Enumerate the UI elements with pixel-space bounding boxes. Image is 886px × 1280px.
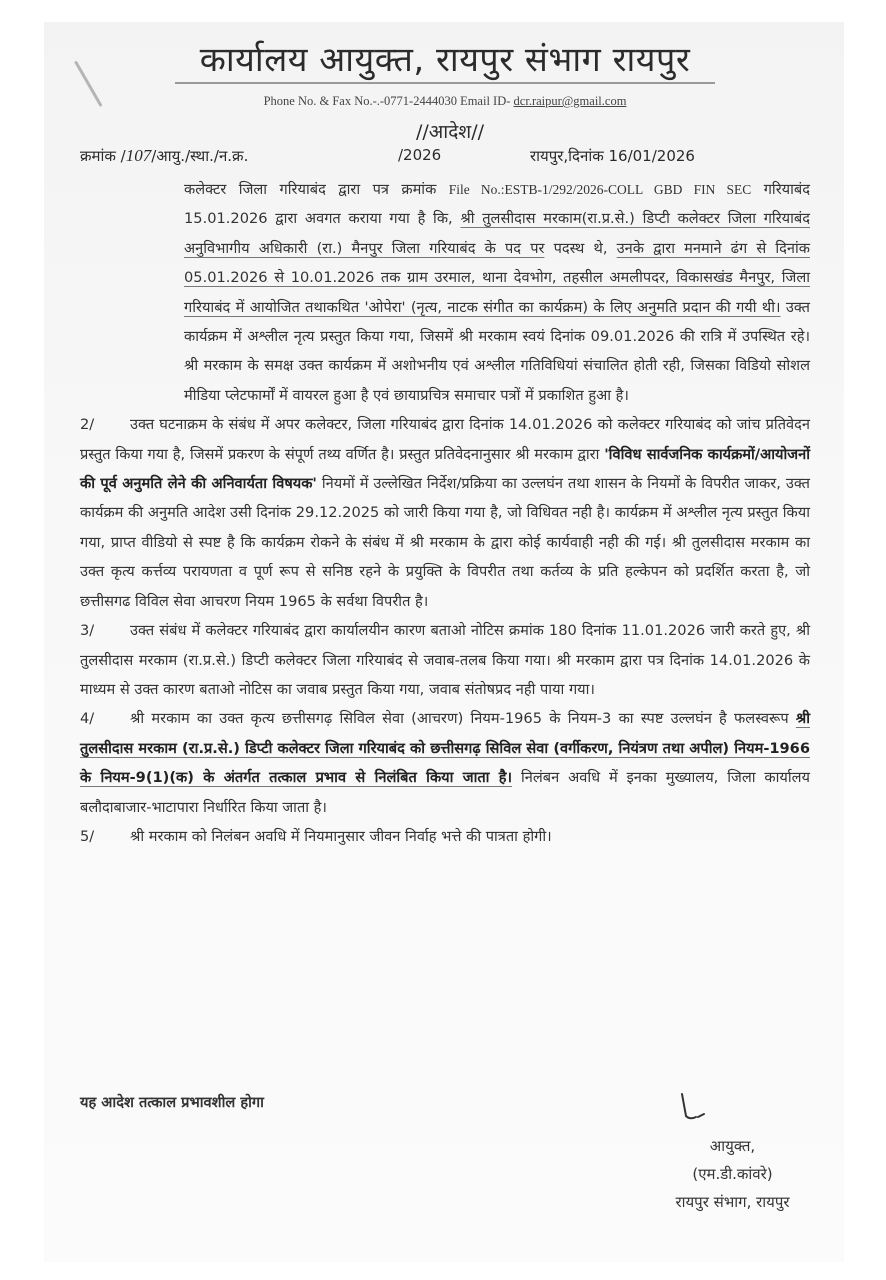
reference-line — [80, 146, 780, 172]
p2-bold: 'विविध सार्वजनिक कार्यक्रमों/आयोजनों की पूर्व अनुमति लेने की अनिवार्यता विषयक' — [80, 445, 810, 493]
p1-file-number: File No.:ESTB-1/292/2026-COLL GBD FIN SEC — [448, 182, 752, 197]
reference-year: /2026 — [398, 146, 442, 164]
p2-text-2: नियमों में उल्लेखित निर्देश/प्रक्रिया का उल्लघंन तथा शासन के नियमों के विपरीत जाकर, उक्त कार्यक्रम की अनुमति आदेश उसी दिनांक 29.12.2025 को जारी किया गया है, जो विधिवत नही है। कार्यक्रम में अश्लील नृत्य प्रस्तुत किया गया, प्राप्त वीडियो से स्पष्ट है कि कार्यक्रम रोकने के संबंध में श्री मरकाम के द्वारा कोई कार्यवाही नही की गई। श्री तुलसीदास मरकाम का उक्त कृत्य कर्त्तव्य परायणता व पूर्ण रूप से सनिष्ठ रहने के प्रयुक्ति के विपरीत तथा कर्तव्य के प्रति हल्केपन को प्रदर्शित करता है, जो छत्तीसगढ विविल सेवा आचरण नियम 1965 के सर्वथा विपरीत है। — [80, 475, 810, 610]
order-body — [80, 175, 810, 851]
p1-underlined-2: उनके द्वारा मनमाने ढंग से दिनांक 05.01.2026 से 10.01.2026 तक ग्राम उरमाल, थाना देवभोग, तहसील अमलीपदर, विकासखंड मैनपुर, जिला गरियाबंद में आयोजित तथाकथित 'ओपेरा' (नृत्य, नाटक संगीत का कार्यक्रम) के लिए अनुमति प्रदान की गयी थी। — [184, 239, 810, 316]
reference-number — [80, 146, 248, 166]
p3-text: उक्त संबंध में कलेक्टर गरियाबंद द्वारा कार्यालयीन कारण बताओ नोटिस क्रमांक 180 दिनांक 11.01.2026 जारी करते हुए, श्री तुलसीदास मरकाम (रा.प्र.से.) डिप्टी कलेक्टर जिला गरियाबंद से जवाब-तलब किया गया। श्री मरकाम द्वारा पत्र दिनांक 14.01.2026 के माध्यम से उक्त कारण बताओ नोटिस का जवाब प्रस्तुत किया गया, जवाब संतोषप्रद नही पाया गया। — [80, 622, 810, 698]
p4-bold-underlined: श्री तुलसीदास मरकाम (रा.प्र.से.) डिप्टी कलेक्टर जिला गरियाबंद को छत्तीसगढ़ सिविल सेवा (वर्गीकरण, नियंत्रण तथा अपील) नियम-1966 के नियम-9(1)(क) के अंतर्गत तत्काल प्रभाव से निलंबित किया जाता है। — [80, 710, 810, 787]
p2-text-1: उक्त घटनाक्रम के संबंध में अपर कलेक्टर, जिला गरियाबंद द्वारा दिनांक 14.01.2026 को कलेक्टर गरियाबंद को जांच प्रतिवेदन प्रस्तुत किया गया है, जिसमें प्रकरण के संपूर्ण तथ्य वर्णित है। प्रस्तुत प्रतिवेदनानुसार श्री मरकाम द्वारा — [80, 416, 810, 463]
paragraph-4 — [80, 704, 810, 822]
p1-text-1: कलेक्टर जिला गरियाबंद द्वारा पत्र क्रमांक — [184, 181, 449, 198]
paragraph-3 — [80, 616, 810, 704]
closing-line: यह आदेश तत्काल प्रभावशील होगा — [80, 1094, 264, 1111]
p4-number: 4/ — [80, 710, 95, 728]
paragraph-2 — [80, 410, 810, 616]
p4-text-2: निलंबन अवधि में इनका मुख्यालय, जिला कार्यालय बलौदाबाजार-भाटापारा निर्धारित किया जाता है। — [80, 769, 810, 816]
contact-email: dcr.raipur@gmail.com — [513, 94, 627, 108]
p5-text: श्री मरकाम को निलंबन अवधि में नियमानुसार जीवन निर्वाह भत्ते की पात्रता होगी। — [130, 827, 552, 845]
p1-text-4: उक्त कार्यक्रम में अश्लील नृत्य प्रस्तुत किया गया, जिसमें श्री मरकाम स्वयं दिनांक 09.01.2026 की रात्रि में उपस्थित रहे। श्री मरकाम के समक्ष उक्त कार्यक्रम में अशोभनीय एवं अश्लील गतिविधियां संचालित होती रही, जिसका विडियो सोशल मीडिया प्लेटफार्मों में वायरल हुआ है एवं छायाप्रचित्र समाचार पत्रों में प्रकाशित हुआ है। — [184, 298, 810, 404]
p1-underlined-1: श्री तुलसीदास मरकाम(रा.प्र.से.) डिप्टी कलेक्टर जिला गरियाबंद अनुविभागीय अधिकारी (रा.) मैनपुर जिला गरियाबंद के पद पर — [184, 210, 811, 257]
signatory-name: (एम.डी.कांवरे) — [692, 1165, 773, 1183]
order-heading: //आदेश// — [415, 121, 485, 143]
signature-icon — [676, 1090, 716, 1130]
contact-phone: Phone No. & Fax No.-.-0771-2444030 Email ID- — [263, 94, 511, 108]
contact-line — [150, 94, 740, 109]
reference-prefix: क्रमांक / — [80, 147, 126, 165]
p1-text-2: गरियाबंद 15.01.2026 द्वारा अवगत कराया गया है कि, — [184, 181, 810, 228]
p4-text-1: श्री मरकाम का उक्त कृत्य छत्तीसगढ़ सिविल सेवा (आचरण) नियम-1965 के नियम-3 का स्पष्ट उल्लघंन है फलस्वरूप — [130, 710, 796, 728]
p5-number: 5/ — [80, 827, 95, 845]
reference-handwritten-number: 107 — [125, 146, 152, 165]
paragraph-1 — [80, 175, 810, 410]
signature-block — [640, 1132, 825, 1216]
signatory-office: रायपुर संभाग, रायपुर — [675, 1193, 790, 1211]
signatory-designation: आयुक्त, — [709, 1137, 756, 1155]
paragraph-5 — [80, 822, 810, 851]
place-date: रायपुर,दिनांक 16/01/2026 — [530, 147, 695, 165]
p2-number: 2/ — [80, 416, 95, 434]
office-title: कार्यालय आयुक्त, रायपुर संभाग रायपुर — [175, 38, 715, 84]
p1-text-3: पदस्थ थे, — [544, 239, 617, 257]
p3-number: 3/ — [80, 622, 95, 640]
reference-suffix: /आयु./स्था./न.क्र. — [151, 147, 249, 165]
